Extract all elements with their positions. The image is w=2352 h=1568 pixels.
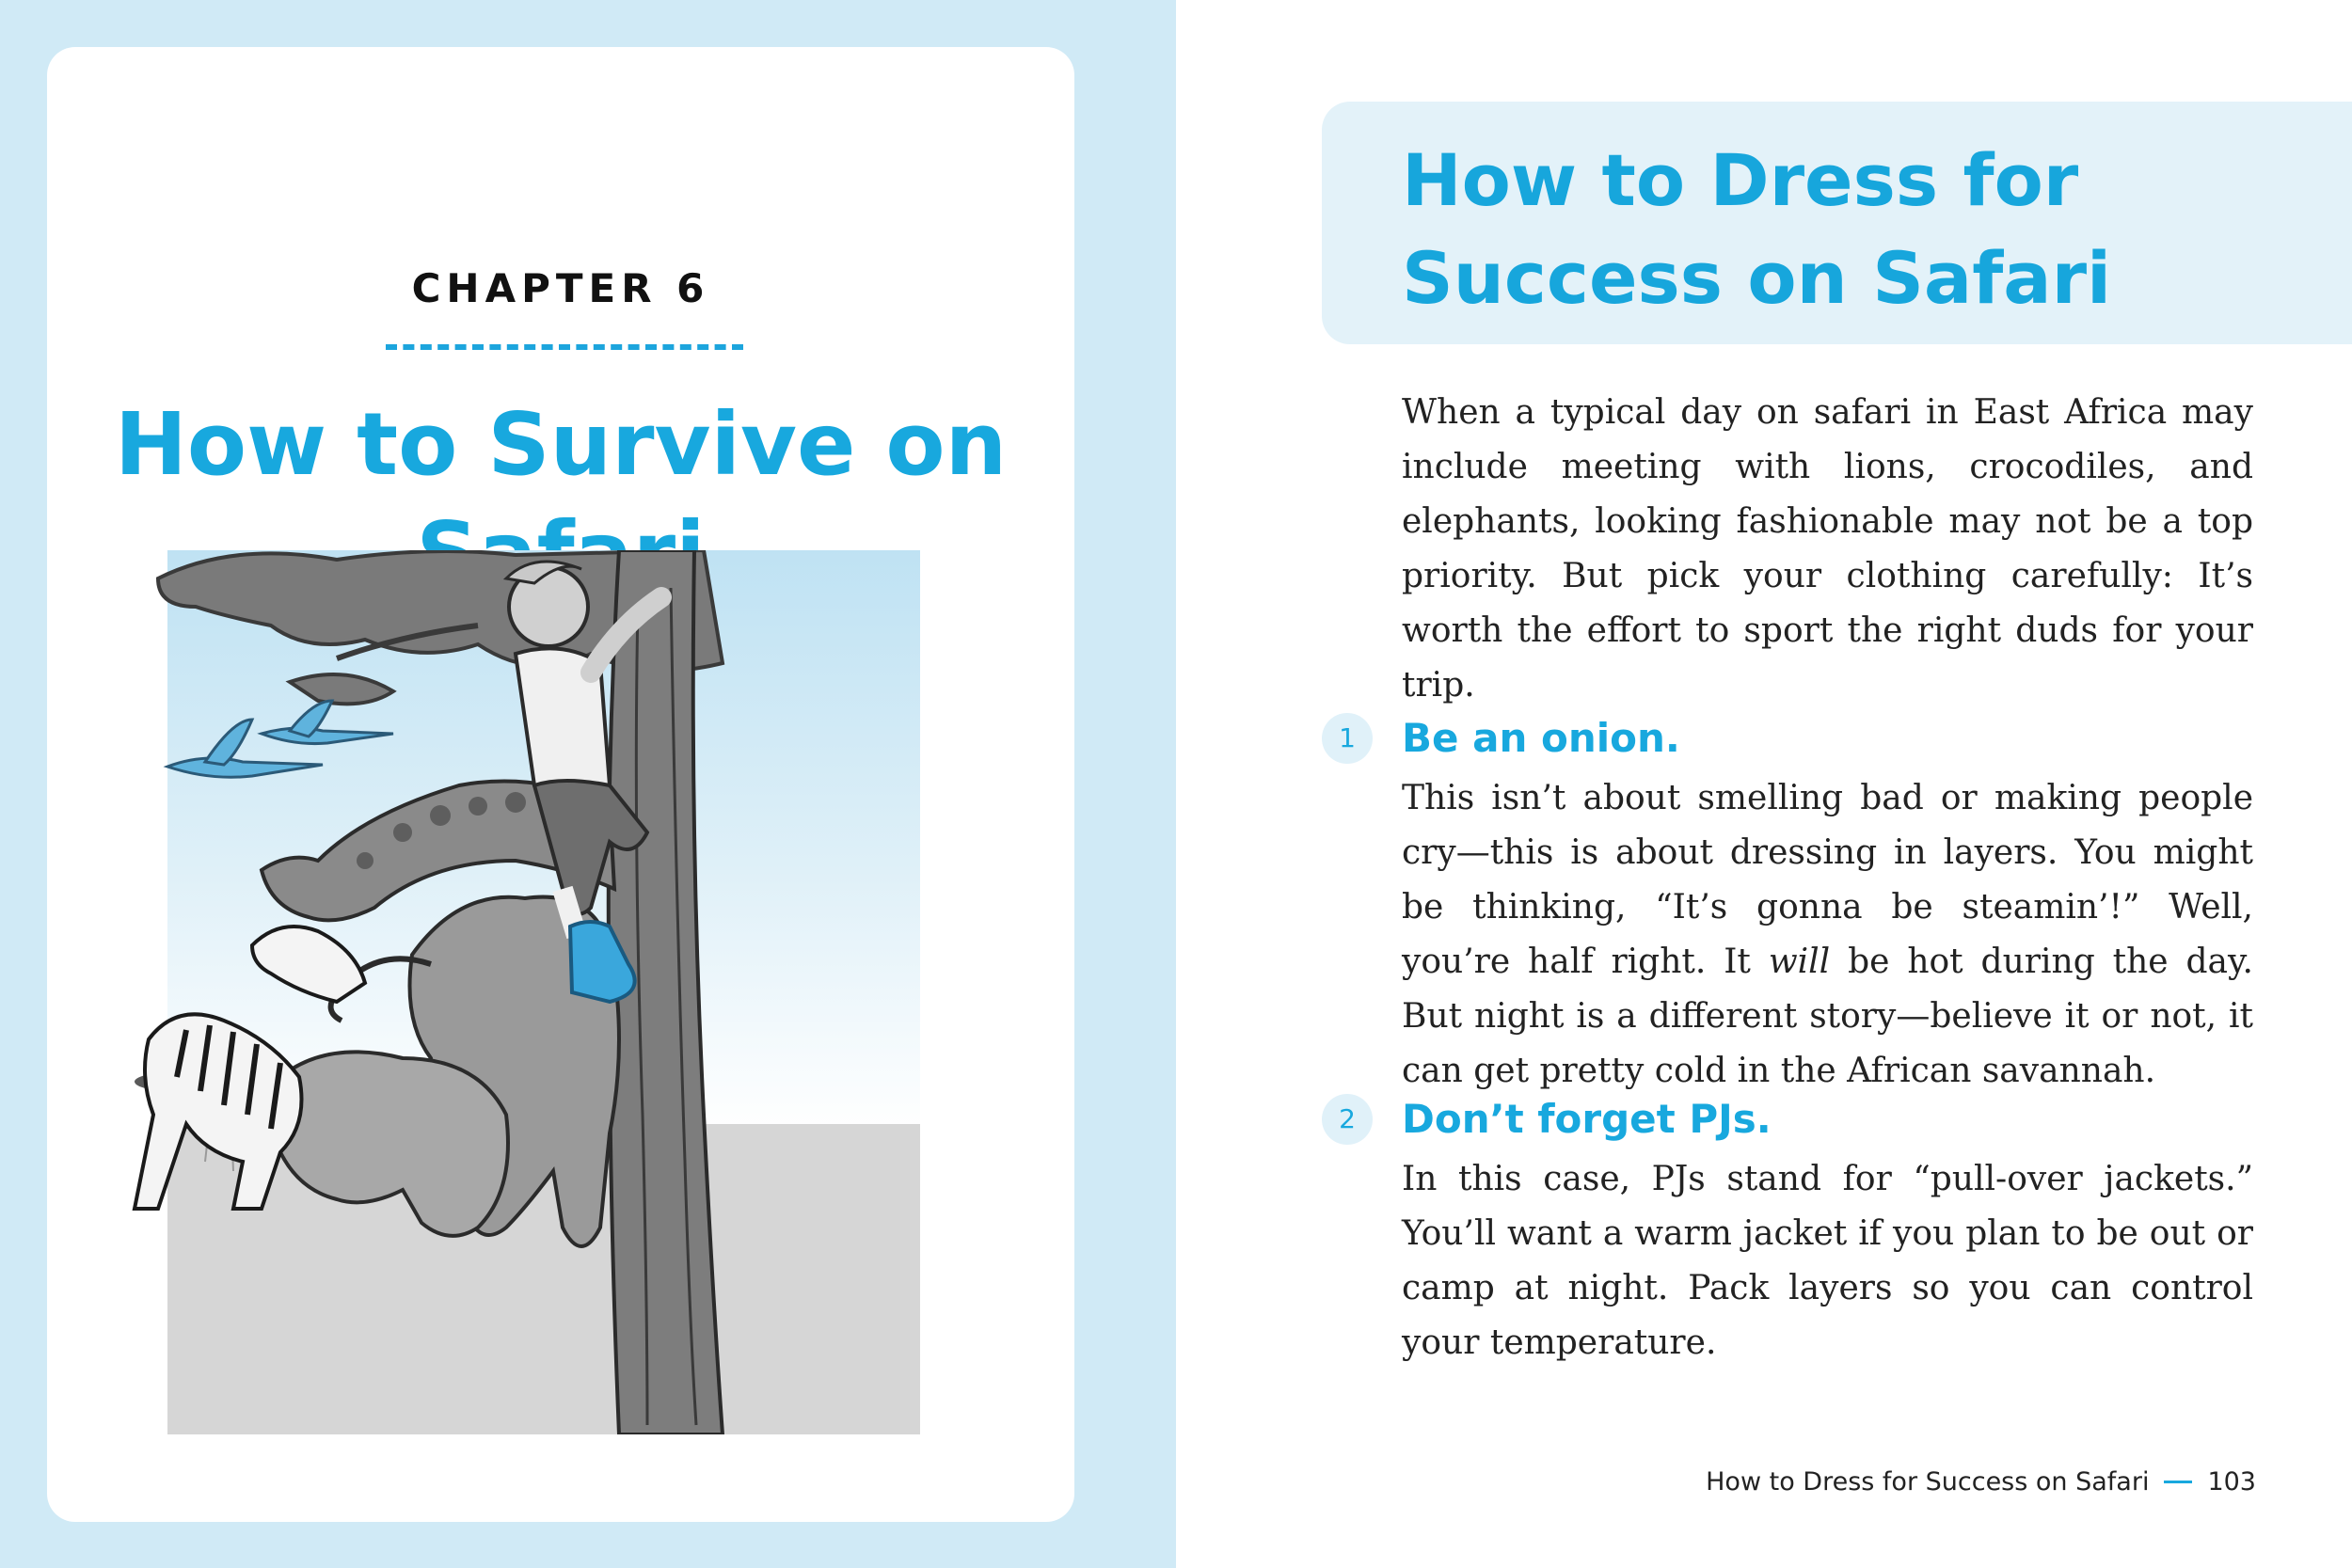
safari-illustration	[120, 550, 920, 1434]
footer-dash	[2164, 1481, 2192, 1483]
chapter-divider	[386, 344, 743, 350]
tip-body-text: This isn’t about smelling bad or making people cry—this is about dressing in layers. You might be thinking, “It’s gonna be steamin’!” Well, you’re half right. It	[1402, 779, 2253, 981]
page-footer	[1706, 1467, 2256, 1497]
tip-number-badge: 1	[1322, 713, 1373, 764]
tip-heading: Don’t forget PJs.	[1402, 1096, 1772, 1142]
running-title: How to Dress for Success on Safari	[1706, 1467, 2150, 1497]
tip-body-text: be hot during the day. But night is a different story—believe it or not, it can get pretty cold in the African savannah.	[1402, 942, 2254, 1090]
tip-body-emphasis: will	[1768, 942, 1831, 981]
intro-paragraph: When a typical day on safari in East Africa may include meeting with lions, crocodiles, and elephants, looking fashionable may not be a top priority. But pick your clothing carefully: It’s worth the effort to sport the right duds for your trip.	[1402, 393, 2253, 705]
tip-heading: Be an onion.	[1402, 715, 1680, 761]
page-number: 103	[2207, 1467, 2256, 1497]
tip-body: In this case, PJs stand for “pull-over jackets.” You’ll want a warm jacket if you plan to be out or camp at night. Pack layers so you can control your temperature.	[1402, 1160, 2253, 1362]
chapter-title: How to Survive on	[114, 394, 1008, 495]
tip-body	[1402, 771, 2253, 1099]
tip-number-badge: 2	[1322, 1094, 1373, 1145]
page-title: How to Dress for Success on Safari	[1402, 138, 2112, 320]
chapter-label: CHAPTER 6	[411, 265, 710, 311]
